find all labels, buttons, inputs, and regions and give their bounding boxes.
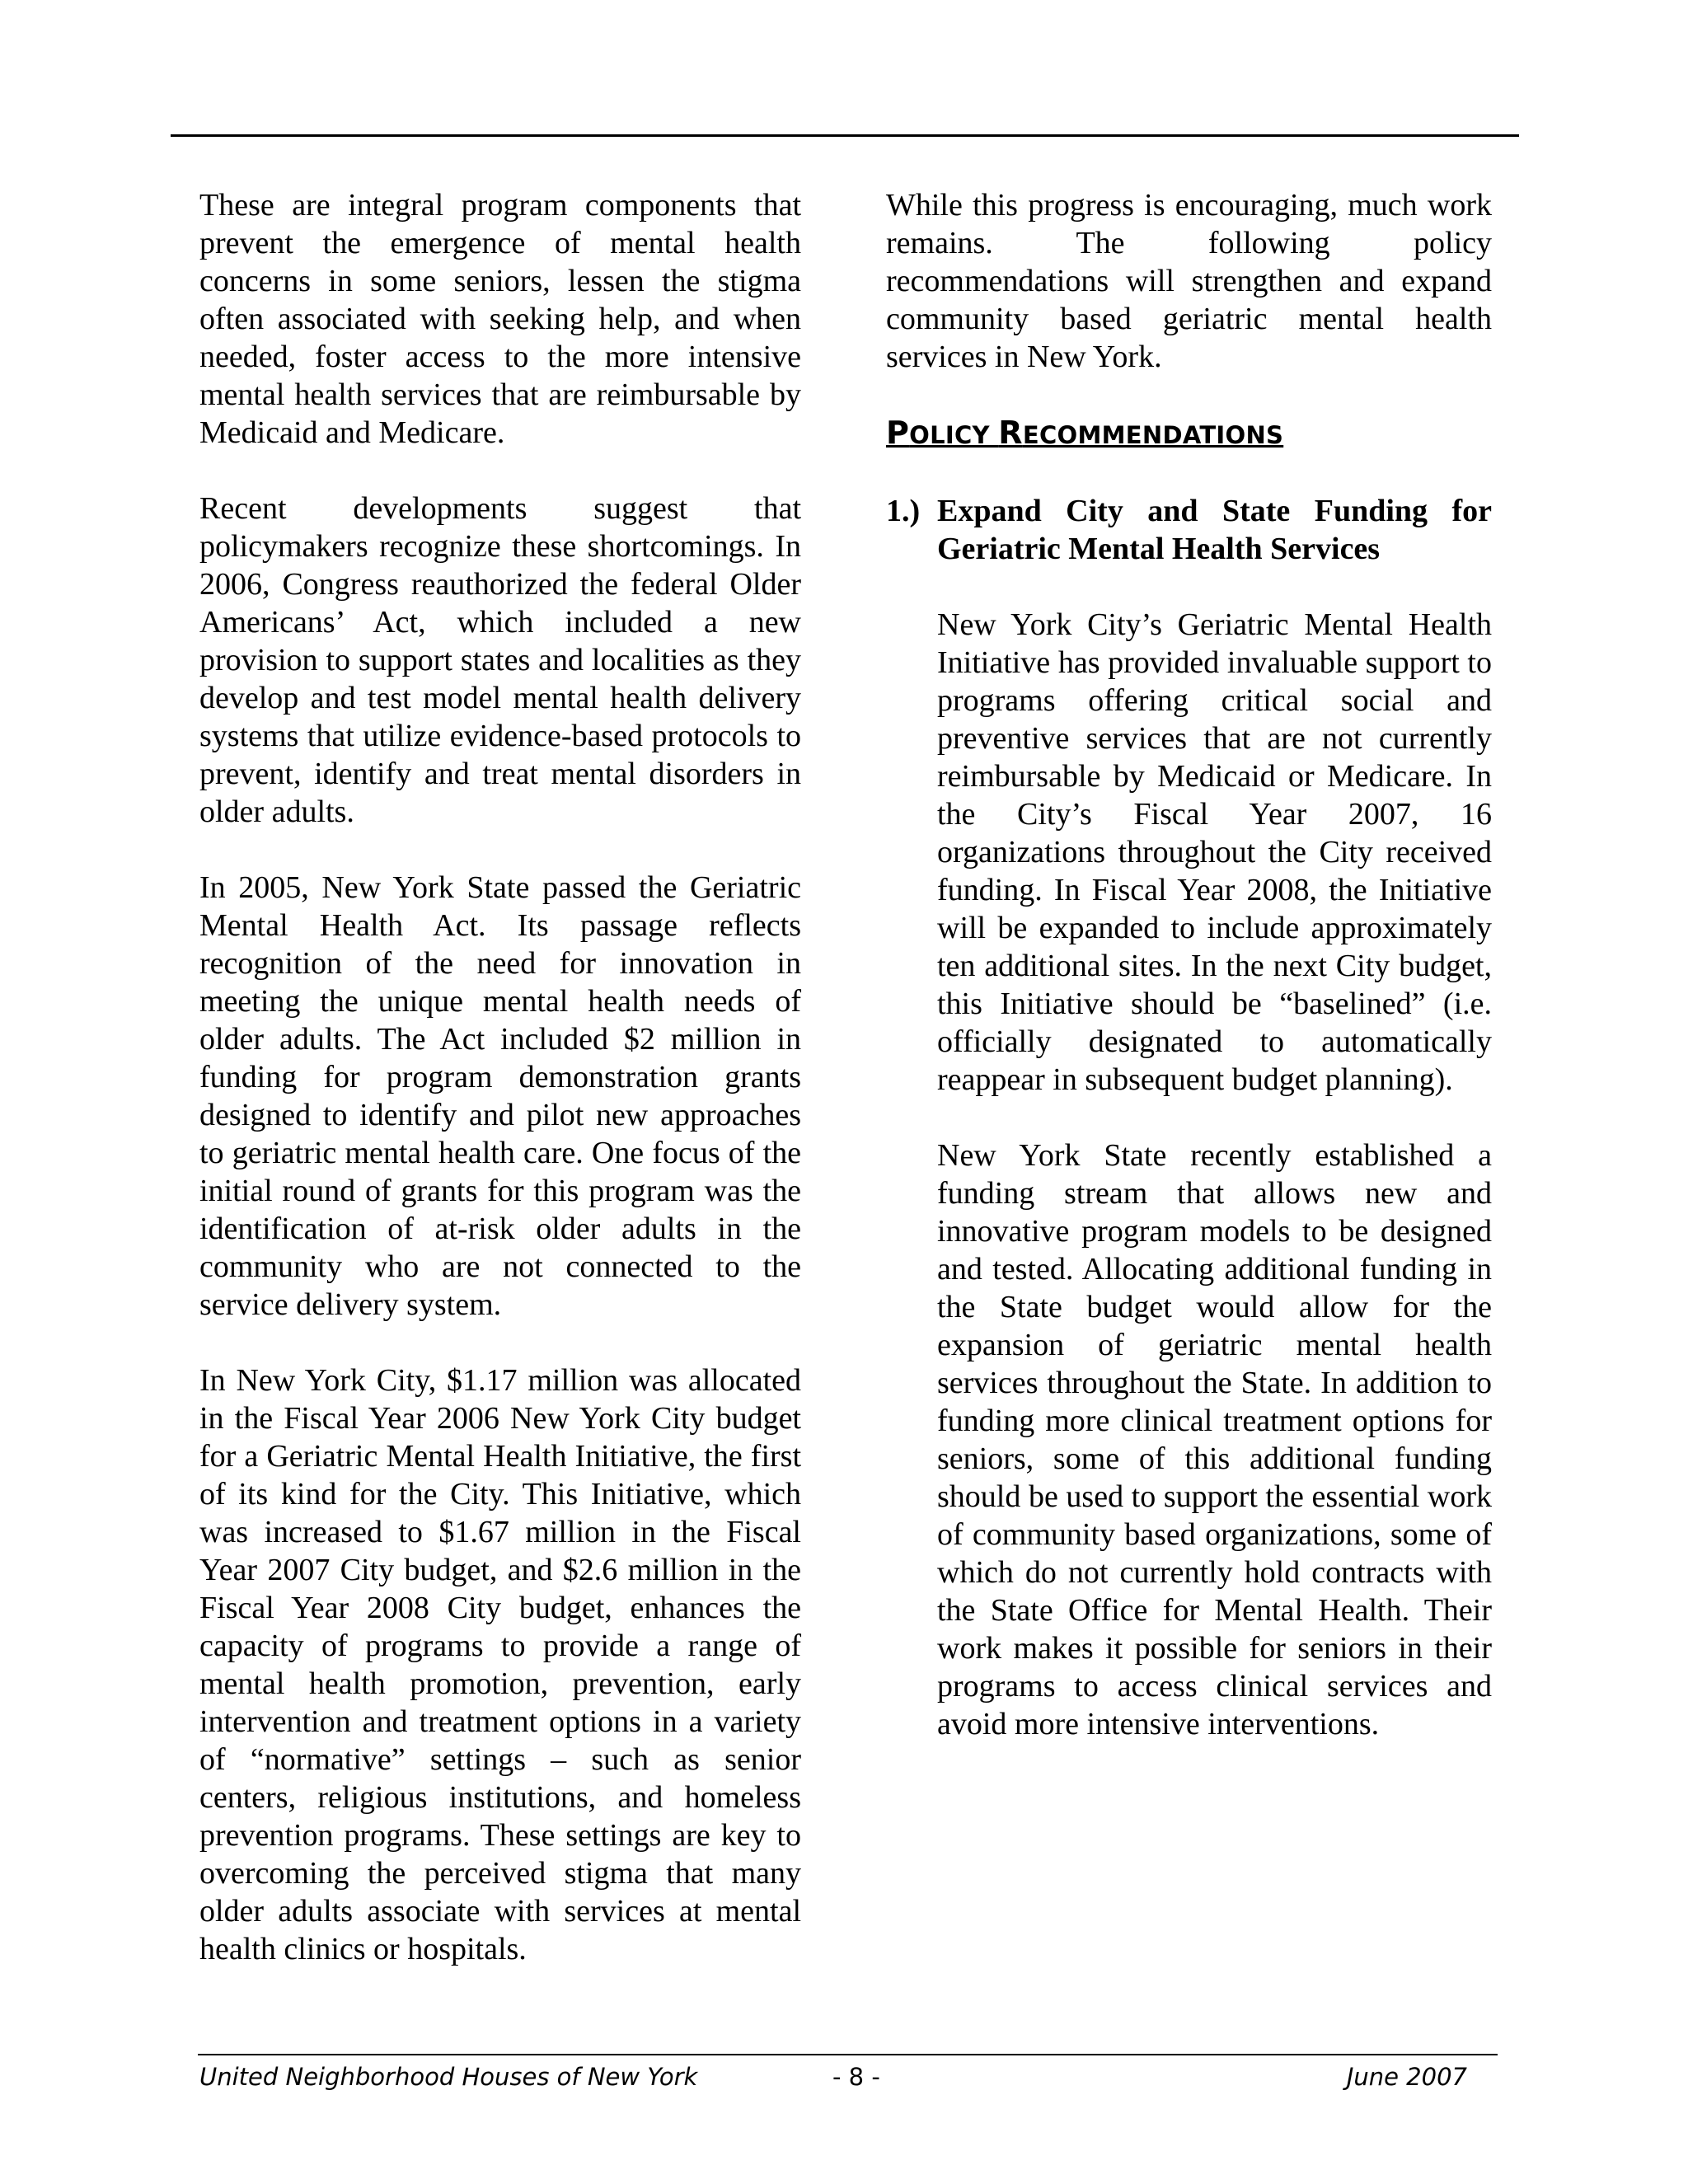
header-rule — [171, 134, 1519, 137]
footer-organization: United Neighborhood Houses of New York — [199, 2063, 698, 2091]
section-heading: POLICY RECOMMENDATIONS — [886, 415, 1284, 451]
recommendation-title: Expand City and State Funding for Geriatric Mental Health Services — [937, 494, 1492, 566]
intro-paragraph: While this progress is encouraging, much work remains. The following policy recommendations will strengthen and expand community based geriatric mental health services in New York. — [886, 188, 1492, 374]
left-paragraph-1: These are integral program components that prevent the emergence of mental health concerns in some seniors, lessen the stigma often associated with seeking help, and when needed, foster access to the more intensive mental health services that are reimbursable by Medicaid and Medicare. — [199, 188, 801, 450]
left-paragraph-3: In 2005, New York State passed the Geriatric Mental Health Act. Its passage reflects recognition of the need for innovation in meeting the unique mental health needs of older adults. The Act included $2 million in funding for program demonstration grants designed to identify and pilot new approaches to geriatric mental health care. One focus of the initial round of grants for this program was the identification of at-risk older adults in the community who are not connected to the service delivery system. — [199, 870, 801, 1322]
footer-rule — [198, 2054, 1498, 2055]
recommendation-paragraph-2: New York State recently established a funding stream that allows new and innovative program models to be designed and tested. Allocating additional funding in the State budget would allow for the expansion of geriatric mental health services throughout the State. In addition to funding more clinical treatment options for seniors, some of this additional funding should be used to support the essential work of community based organizations, some of which do not currently hold contracts with the State Office for Mental Health. Their work makes it possible for seniors in their programs to access clinical services and avoid more intensive interventions. — [937, 1138, 1492, 1741]
footer-date: June 2007 — [1346, 2063, 1467, 2091]
right-column — [886, 186, 1492, 1743]
recommendation-heading — [886, 492, 1492, 568]
left-paragraph-4: In New York City, $1.17 million was allocated in the Fiscal Year 2006 New York City budget for a Geriatric Mental Health Initiative, the first of its kind for the City. This Initiative, which was increased to $1.67 million in the Fiscal Year 2007 City budget, and $2.6 million in the Fiscal Year 2008 City budget, enhances the capacity of programs to provide a range of mental health promotion, prevention, early intervention and treatment options in a variety of “normative” settings – such as senior centers, religious institutions, and homeless prevention programs. These settings are key to overcoming the perceived stigma that many older adults associate with services at mental health clinics or hospitals. — [199, 1363, 801, 1966]
recommendation-number: 1.) — [886, 494, 921, 528]
recommendation-paragraph-1: New York City’s Geriatric Mental Health Initiative has provided invaluable support to programs offering critical social and preventive services that are not currently reimbursable by Medicaid or Medicare. In the City’s Fiscal Year 2007, 16 organizations throughout the City received funding. In Fiscal Year 2008, the Initiative will be expanded to include approximately ten additional sites. In the next City budget, this Initiative should be “baselined” (i.e. officially designated to automatically reappear in subsequent budget planning). — [937, 607, 1492, 1097]
left-column — [199, 186, 801, 1968]
page-number: - 8 - — [832, 2063, 880, 2091]
left-paragraph-2: Recent developments suggest that policymakers recognize these shortcomings. In 2006, Congress reauthorized the federal Older Americans’ Act, which included a new provision to support states and localities as they develop and test model mental health delivery systems that utilize evidence-based protocols to prevent, identify and treat mental disorders in older adults. — [199, 491, 801, 829]
